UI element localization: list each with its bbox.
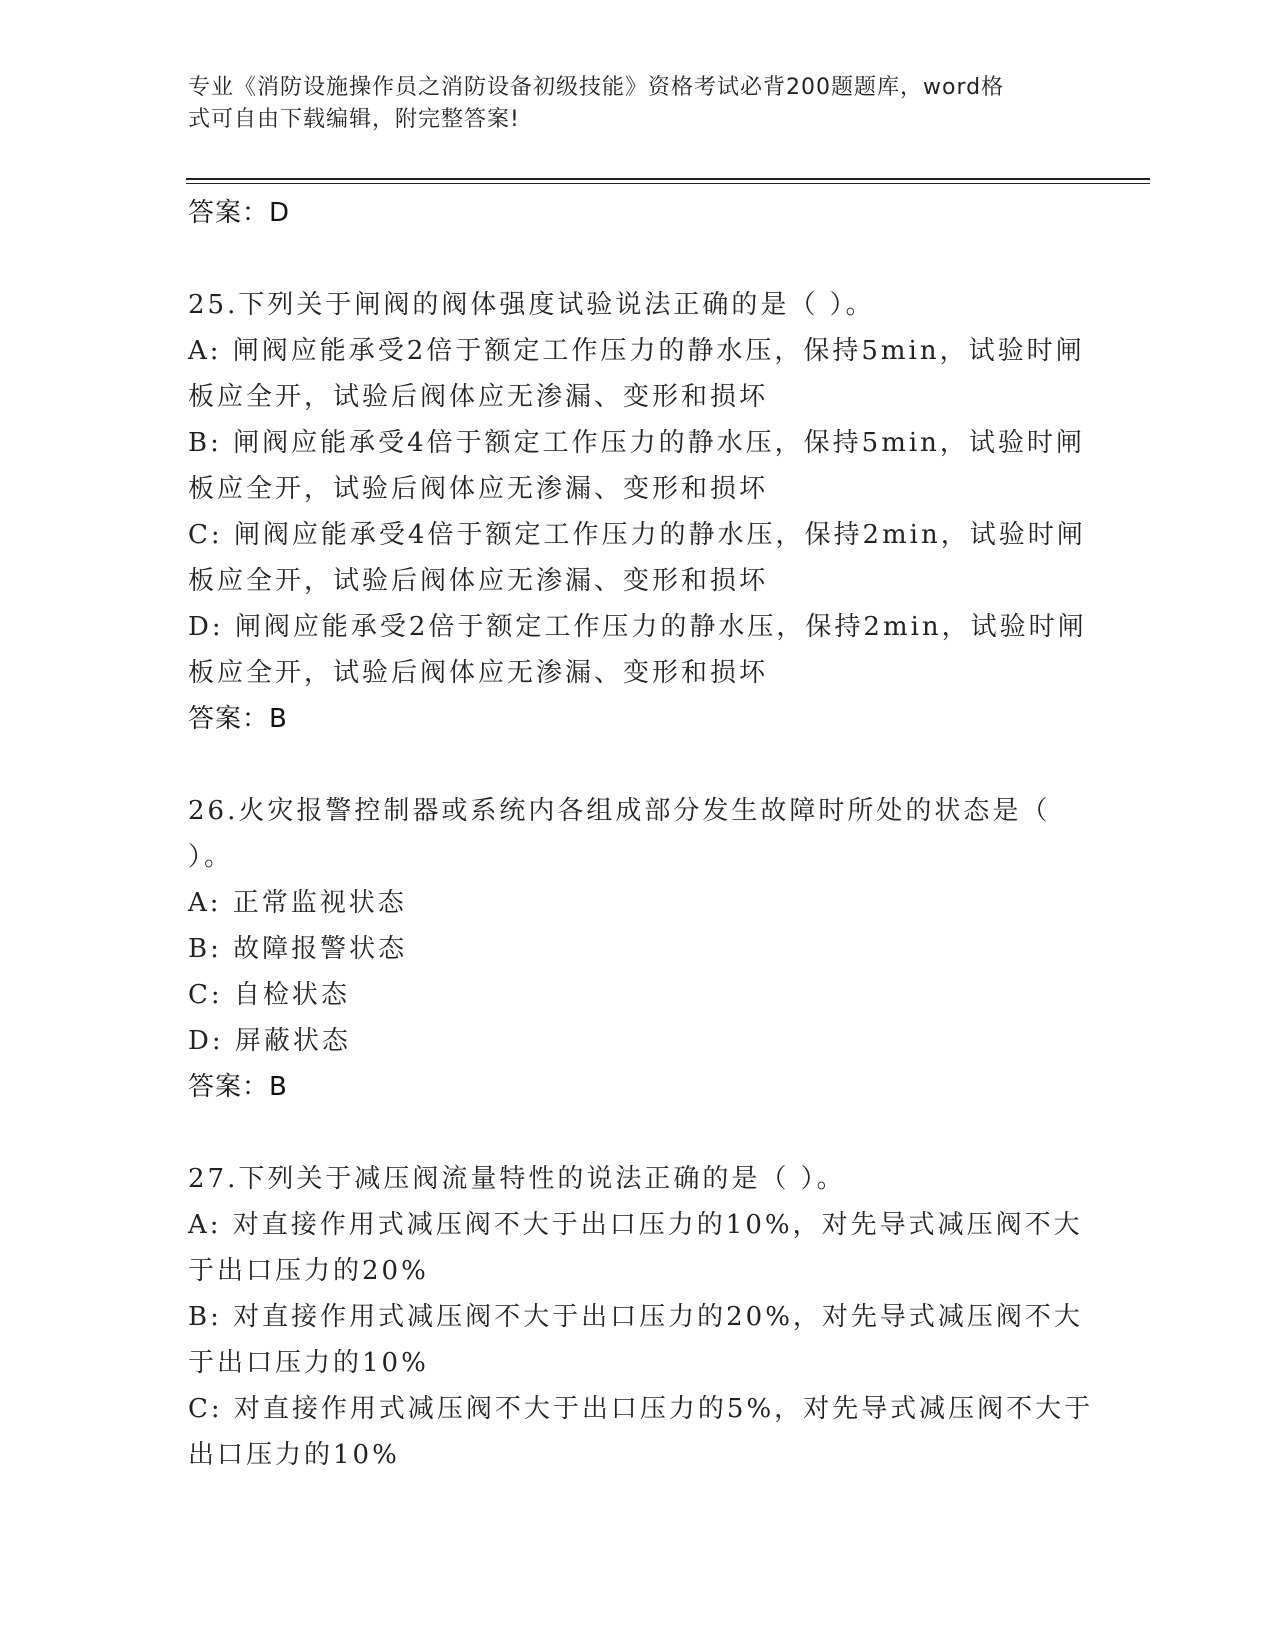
answer: 答案：B bbox=[188, 1072, 288, 1102]
spacer bbox=[188, 1110, 1088, 1156]
option-c-cont: 出口压力的10% bbox=[188, 1440, 400, 1470]
previous-answer: 答案：D bbox=[188, 198, 291, 228]
option-b: B: 故障报警状态 bbox=[188, 934, 408, 964]
question-stem-cont: ）。 bbox=[188, 842, 234, 872]
option-d: D: 屏蔽状态 bbox=[188, 1026, 351, 1056]
spacer bbox=[188, 236, 1088, 282]
question-stem: 25.下列关于闸阀的阀体强度试验说法正确的是（ ）。 bbox=[188, 290, 875, 320]
option-b-cont: 板应全开，试验后阀体应无渗漏、变形和损坏 bbox=[188, 474, 769, 504]
option-d-cont: 板应全开，试验后阀体应无渗漏、变形和损坏 bbox=[188, 658, 769, 688]
option-a: A: 正常监视状态 bbox=[188, 888, 407, 918]
option-c: C: 自检状态 bbox=[188, 980, 350, 1010]
option-b-cont: 于出口压力的10% bbox=[188, 1348, 429, 1378]
option-a: A: 闸阀应能承受2倍于额定工作压力的静水压，保持5min，试验时闸 bbox=[188, 336, 1085, 366]
document-body bbox=[188, 190, 1094, 1478]
answer: 答案：B bbox=[188, 704, 288, 734]
option-d: D: 闸阀应能承受2倍于额定工作压力的静水压，保持2min，试验时闸 bbox=[188, 612, 1087, 642]
option-c: C: 闸阀应能承受4倍于额定工作压力的静水压，保持2min，试验时闸 bbox=[188, 520, 1086, 550]
option-c-cont: 板应全开，试验后阀体应无渗漏、变形和损坏 bbox=[188, 566, 769, 596]
header-line-1: 专业《消防设施操作员之消防设备初级技能》资格考试必背200题题库，word格 bbox=[188, 75, 1005, 100]
question-27 bbox=[188, 1156, 1094, 1478]
page-header bbox=[188, 72, 1068, 136]
option-a: A: 对直接作用式减压阀不大于出口压力的10%，对先导式减压阀不大 bbox=[188, 1210, 1083, 1240]
spacer bbox=[188, 742, 1088, 788]
option-c: C: 对直接作用式减压阀不大于出口压力的5%，对先导式减压阀不大于 bbox=[188, 1394, 1094, 1424]
question-25 bbox=[188, 282, 1088, 742]
option-b: B: 对直接作用式减压阀不大于出口压力的20%，对先导式减压阀不大 bbox=[188, 1302, 1083, 1332]
question-stem: 26.火灾报警控制器或系统内各组成部分发生故障时所处的状态是（ bbox=[188, 796, 1051, 826]
option-b: B: 闸阀应能承受4倍于额定工作压力的静水压，保持5min，试验时闸 bbox=[188, 428, 1085, 458]
header-rule-thin bbox=[186, 183, 1150, 184]
option-a-cont: 板应全开，试验后阀体应无渗漏、变形和损坏 bbox=[188, 382, 769, 412]
question-26 bbox=[188, 788, 1088, 1110]
header-line-2: 式可自由下载编辑，附完整答案! bbox=[188, 107, 520, 132]
option-a-cont: 于出口压力的20% bbox=[188, 1256, 429, 1286]
header-rule-thick bbox=[186, 178, 1150, 180]
question-stem: 27.下列关于减压阀流量特性的说法正确的是（ ）。 bbox=[188, 1164, 846, 1194]
